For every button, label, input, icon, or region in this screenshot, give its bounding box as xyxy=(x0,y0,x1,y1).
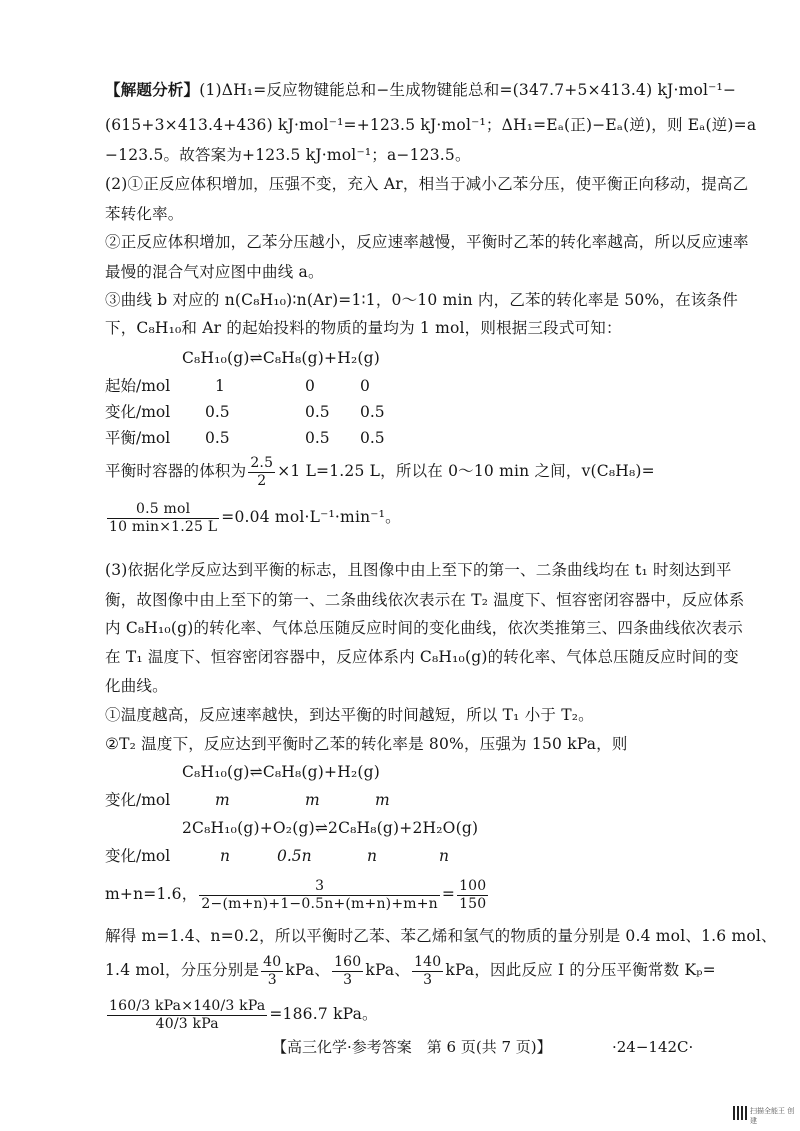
denominator: 3 xyxy=(423,971,433,988)
line-1-text: (1)ΔH₁=反应物键能总和−生成物键能总和=(347.7+5×413.4) kJ·mol⁻¹− xyxy=(199,81,737,99)
fraction xyxy=(107,501,219,536)
equation-2: C₈H₁₀(g)⇌C₈H₈(g)+H₂(g) xyxy=(182,763,380,781)
line-p3b: 衡，故图像中由上至下的第一、二条曲线依次表示在 T₂ 温度下、恒容密闭容器中，反应体系 xyxy=(105,591,745,609)
denominator: 2 xyxy=(257,472,267,489)
line-p3g: ②T₂ 温度下，反应达到平衡时乙苯的转化率是 80%，压强为 150 kPa，则 xyxy=(105,735,628,753)
line-p3f: ①温度越高，反应速率越快，到达平衡的时间越短，所以 T₁ 小于 T₂。 xyxy=(105,706,594,724)
denominator: 2−(m+n)+1−0.5n+(m+n)+m+n xyxy=(201,895,438,912)
equation-3: 2C₈H₁₀(g)+O₂(g)⇌2C₈H₈(g)+2H₂O(g) xyxy=(182,819,479,837)
line-5: 苯转化率。 xyxy=(105,205,184,223)
cell: 0.5 xyxy=(305,403,330,421)
table-row-initial xyxy=(105,376,370,396)
text: =0.04 mol·L⁻¹·min⁻¹。 xyxy=(221,508,401,526)
denominator: 40/3 kPa xyxy=(155,1015,219,1032)
text: kPa、 xyxy=(365,961,411,979)
fraction xyxy=(457,878,488,913)
cell: 0.5 xyxy=(360,429,385,447)
text: m+n=1.6， xyxy=(105,885,198,903)
kp-line xyxy=(105,994,378,1034)
result-line-1: 解得 m=1.4、n=0.2，所以平衡时乙苯、苯乙烯和氢气的物质的量分别是 0.4 mol、1.6 mol、 xyxy=(105,927,777,945)
line-7: 最慢的混合气对应图中曲线 a。 xyxy=(105,263,324,281)
line-6: ②正反应体积增加，乙苯分压越小，反应速率越慢，平衡时乙苯的转化率越高，所以反应速率 xyxy=(105,233,749,251)
numerator: 3 xyxy=(199,878,439,896)
numerator: 2.5 xyxy=(250,454,274,471)
cell: 0 xyxy=(360,377,370,395)
line-p3d: 在 T₁ 温度下、恒容密闭容器中，反应体系内 C₈H₁₀(g)的转化率、气体总压随反应时间的变 xyxy=(105,648,739,666)
doc-code: ·24−142C· xyxy=(612,1038,694,1056)
fraction xyxy=(199,878,439,913)
page-footer: 【高三化学·参考答案 第 6 页(共 7 页)】 xyxy=(272,1038,552,1056)
cell: 0.5n xyxy=(277,847,312,865)
text: 1.4 mol，分压分别是 xyxy=(105,961,260,979)
row-label: 起始/mol xyxy=(105,377,171,395)
text: ×1 L=1.25 L，所以在 0～10 min 之间，v(C₈H₈)= xyxy=(277,462,655,480)
numerator: 0.5 mol xyxy=(107,501,219,519)
table-row-change-3 xyxy=(105,846,449,866)
table-row-change-2 xyxy=(105,790,390,810)
denominator: 3 xyxy=(343,971,353,988)
cell: m xyxy=(375,791,390,809)
fraction xyxy=(261,954,283,989)
scanner-watermark: 扫描全能王 创建 xyxy=(750,1107,795,1125)
numerator: 160/3 kPa×140/3 kPa xyxy=(109,997,266,1014)
cell: n xyxy=(220,847,230,865)
equals: = xyxy=(441,885,456,903)
row-label: 变化/mol xyxy=(105,403,171,421)
cell: 0 xyxy=(305,377,315,395)
numerator: 100 xyxy=(459,877,487,894)
cell: 0.5 xyxy=(205,429,230,447)
row-label: 变化/mol xyxy=(105,847,171,865)
line-p3c: 内 C₈H₁₀(g)的转化率、气体总压随反应时间的变化曲线，依次类推第三、四条曲线依次表示 xyxy=(105,619,743,637)
denominator: 3 xyxy=(267,971,277,988)
result-line-2 xyxy=(105,950,716,990)
table-row-equilibrium xyxy=(105,428,385,448)
fraction xyxy=(248,455,275,490)
line-8: ③曲线 b 对应的 n(C₈H₁₀)∶n(Ar)=1∶1，0～10 min 内，乙苯的转化率是 50%，在该条件 xyxy=(105,291,738,309)
cell: 0.5 xyxy=(305,429,330,447)
numerator: 140 xyxy=(414,953,442,970)
cell: m xyxy=(215,791,230,809)
kp-fraction xyxy=(107,998,267,1033)
qr-code-icon xyxy=(733,1106,747,1120)
equation-1: C₈H₁₀(g)⇌C₈H₈(g)+H₂(g) xyxy=(182,349,380,367)
cell: 0.5 xyxy=(360,403,385,421)
line-p3e: 化曲线。 xyxy=(105,677,168,695)
section-heading: 【解题分析】 xyxy=(105,80,200,99)
line-3: −123.5。故答案为+123.5 kJ·mol⁻¹；a−123.5。 xyxy=(105,146,471,164)
text: kPa、 xyxy=(285,961,331,979)
cell: n xyxy=(439,847,449,865)
line-p3a: (3)依据化学反应达到平衡的标志，且图像中由上至下的第一、二条曲线均在 t₁ 时刻达到平 xyxy=(105,561,732,579)
volume-line xyxy=(105,452,655,490)
fraction xyxy=(332,954,363,989)
numerator: 160 xyxy=(334,953,362,970)
text: kPa，因此反应 Ⅰ 的分压平衡常数 Kₚ= xyxy=(445,961,716,979)
fraction xyxy=(412,954,443,989)
denominator: 10 min×1.25 L xyxy=(109,518,218,535)
text: 平衡时容器的体积为 xyxy=(105,462,247,480)
text: =186.7 kPa。 xyxy=(269,1005,378,1023)
denominator: 150 xyxy=(459,895,487,912)
row-label: 平衡/mol xyxy=(105,429,171,447)
line-2: (615+3×413.4+436) kJ·mol⁻¹=+123.5 kJ·mol⁻¹；ΔH₁=Eₐ(正)−Eₐ(逆)，则 Eₐ(逆)=a xyxy=(105,116,757,134)
cell: m xyxy=(305,791,320,809)
rate-line xyxy=(105,498,401,536)
row-label: 变化/mol xyxy=(105,791,171,809)
table-row-change xyxy=(105,402,385,422)
line-9: 下，C₈H₁₀和 Ar 的起始投料的物质的量均为 1 mol，则根据三段式可知： xyxy=(105,319,622,337)
cell: n xyxy=(367,847,377,865)
cell: 0.5 xyxy=(205,403,230,421)
mn-equation-line xyxy=(105,874,490,914)
line-1 xyxy=(105,80,736,100)
numerator: 40 xyxy=(263,953,282,970)
cell: 1 xyxy=(215,377,225,395)
line-4: (2)①正反应体积增加，压强不变，充入 Ar，相当于减小乙苯分压，使平衡正向移动，提高乙 xyxy=(105,175,749,193)
